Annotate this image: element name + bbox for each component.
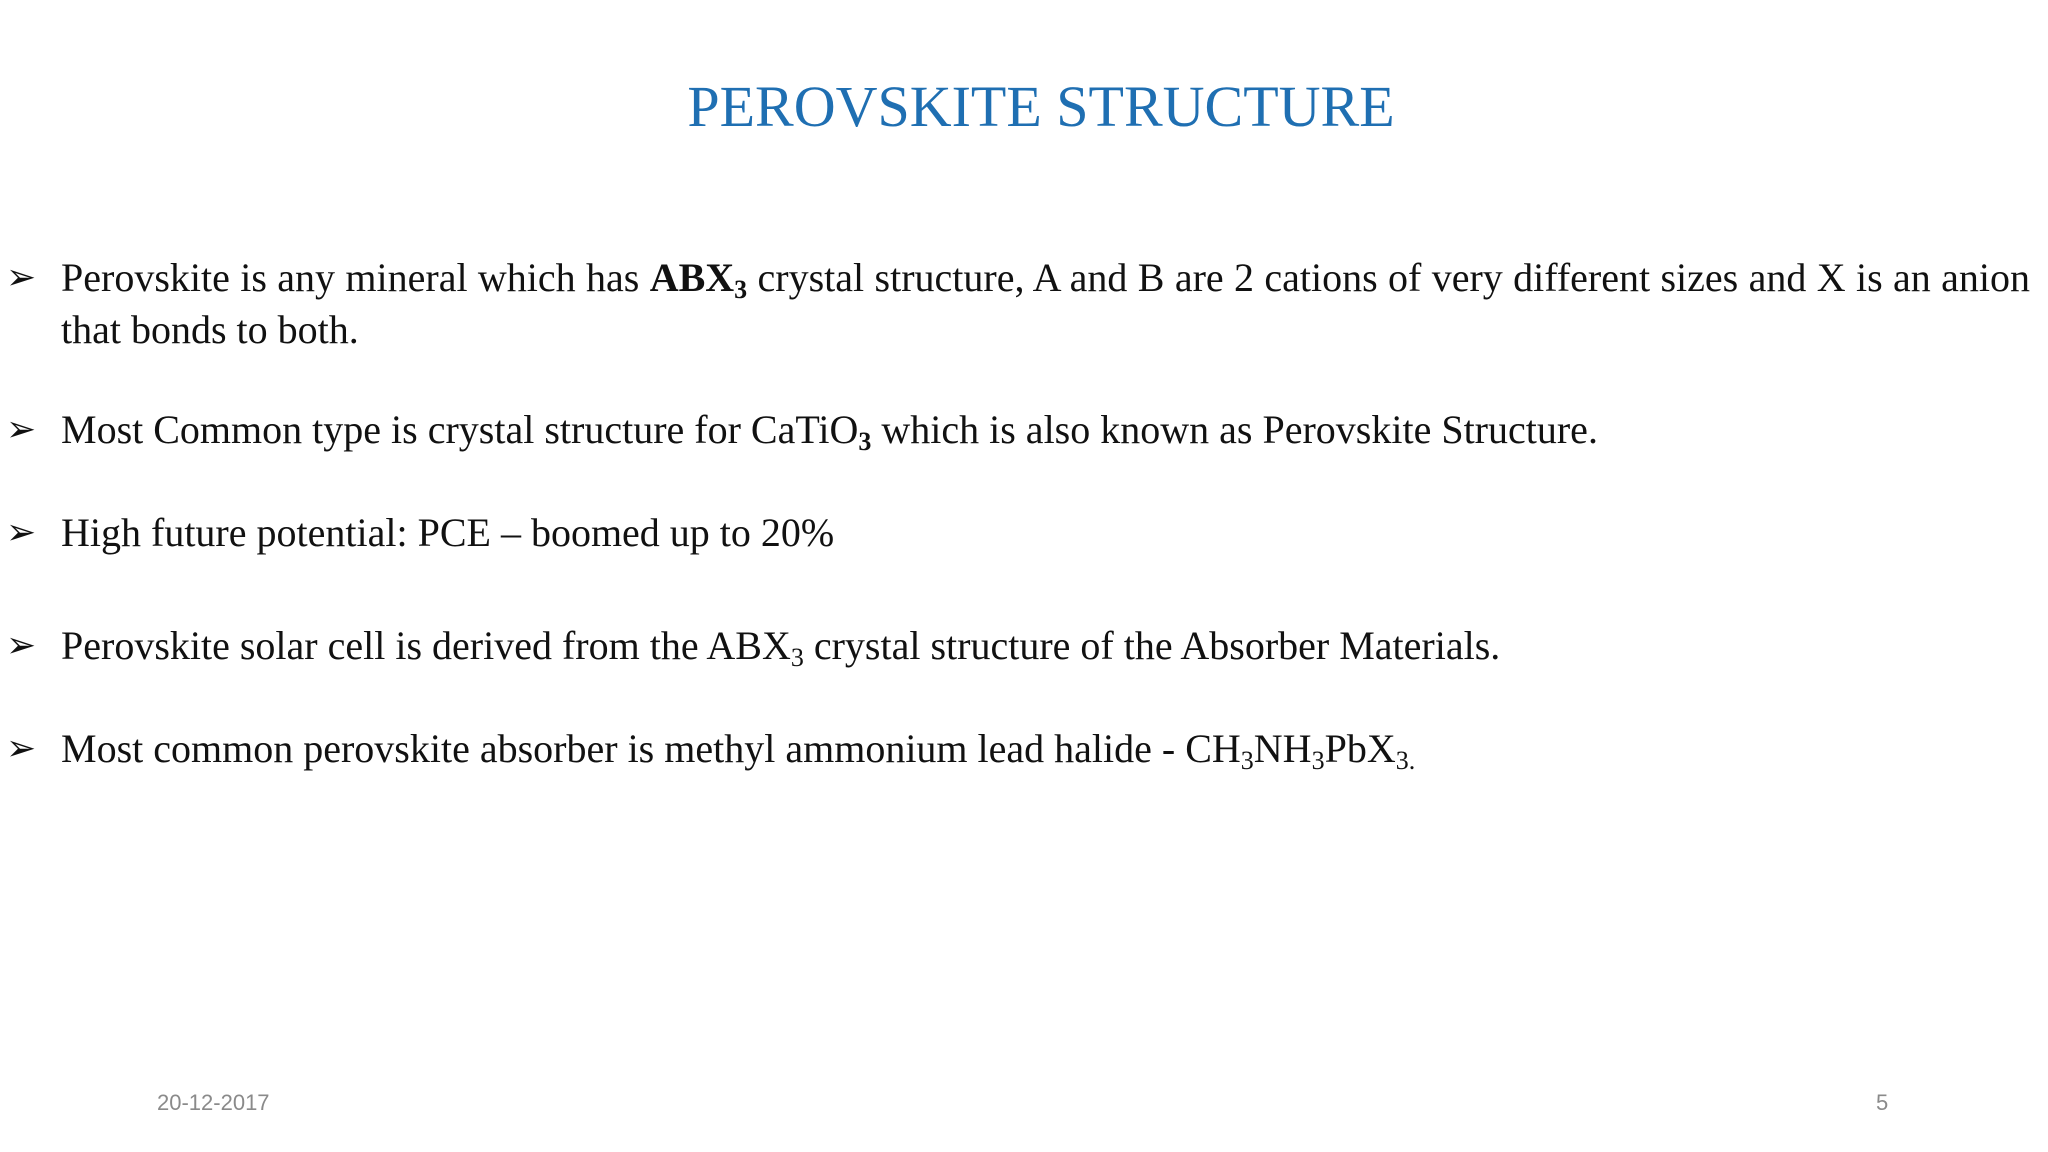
arrow-bullet-icon: ➢	[6, 625, 37, 666]
page-number: 5	[1876, 1090, 1889, 1115]
bullet-item	[0, 723, 2040, 775]
bullet-text: Most Common type is crystal structure for CaTiO$_3$ which is also known as Perovskite Structure.	[61, 407, 1598, 456]
bullet-text: Most common perovskite absorber is methyl ammonium lead halide - $CH_3NH_3PbX_{3.}$	[61, 726, 1416, 775]
slide-title: PEROVSKITE STRUCTURE	[687, 74, 1395, 139]
arrow-bullet-icon: ➢	[6, 409, 37, 450]
bullet-item	[0, 404, 2040, 456]
bullet-item	[0, 507, 2040, 559]
footer-date: 20-12-2017	[157, 1090, 270, 1115]
arrow-bullet-icon: ➢	[6, 512, 37, 553]
bullet-text: High future potential: PCE – boomed up to 20%	[61, 510, 835, 555]
bullet-item	[0, 252, 2040, 356]
bullet-text: Perovskite solar cell is derived from the $ABX_3$ crystal structure of the Absorber Materials.	[61, 623, 1501, 672]
bullet-item	[0, 620, 2040, 672]
bullet-text: Perovskite is any mineral which has $ABX_3$ crystal structure, A and B are 2 cations of very different sizes and X is an anion that bonds to both.	[61, 255, 2030, 352]
formula-abx3: $ABX_3$	[649, 255, 748, 304]
arrow-bullet-icon: ➢	[6, 257, 37, 298]
arrow-bullet-icon: ➢	[6, 728, 37, 769]
